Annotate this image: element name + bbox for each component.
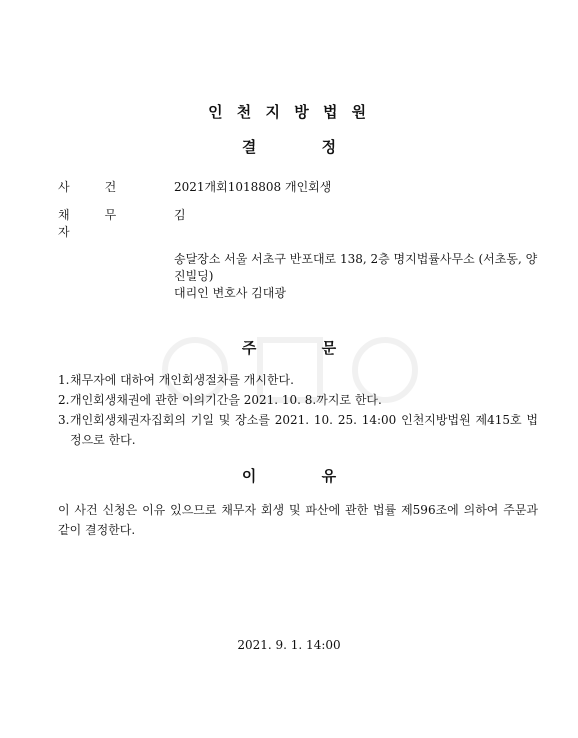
case-label: 사 건 xyxy=(58,180,132,194)
debtor-details xyxy=(174,251,538,302)
service-address: 송달장소 서울 서초구 반포대로 138, 2층 명지법률사무소 (서초동, 양진빌딩) xyxy=(174,252,538,283)
order-list xyxy=(58,370,538,450)
decision-date: 2021. 9. 1. 14:00 xyxy=(237,638,341,652)
order-item-text: 개인회생채권에 관한 이의기간을 2021. 10. 8.까지로 한다. xyxy=(70,393,382,407)
debtor-row xyxy=(58,206,186,240)
order-item-number: 2. xyxy=(58,393,70,407)
order-item-2 xyxy=(58,390,538,410)
order-heading: 주 문 xyxy=(241,339,337,357)
order-item-3 xyxy=(58,410,538,450)
order-item-number: 1. xyxy=(58,373,70,387)
case-number: 2021개회1018808 개인회생 xyxy=(174,180,332,194)
court-name: 인 천 지 방 법 원 xyxy=(208,103,370,121)
order-item-text: 개인회생채권자집회의 기일 및 장소를 2021. 10. 25. 14:00 인천지방법원 제415호 법정으로 한다. xyxy=(70,413,538,447)
legal-agent: 대리인 변호사 김대광 xyxy=(174,286,286,300)
document-type: 결 정 xyxy=(241,138,337,156)
debtor-name: 김 xyxy=(174,208,186,222)
order-item-number: 3. xyxy=(58,413,70,427)
order-item-text: 채무자에 대하여 개인회생절차를 개시한다. xyxy=(70,373,294,387)
case-row xyxy=(58,178,332,195)
debtor-label: 채 무 자 xyxy=(58,208,132,239)
order-item-1 xyxy=(58,370,538,390)
reason-text: 이 사건 신청은 이유 있으므로 채무자 회생 및 파산에 관한 법률 제596조에 의하여 주문과 같이 결정한다. xyxy=(58,503,538,537)
reason-heading: 이 유 xyxy=(241,467,337,485)
